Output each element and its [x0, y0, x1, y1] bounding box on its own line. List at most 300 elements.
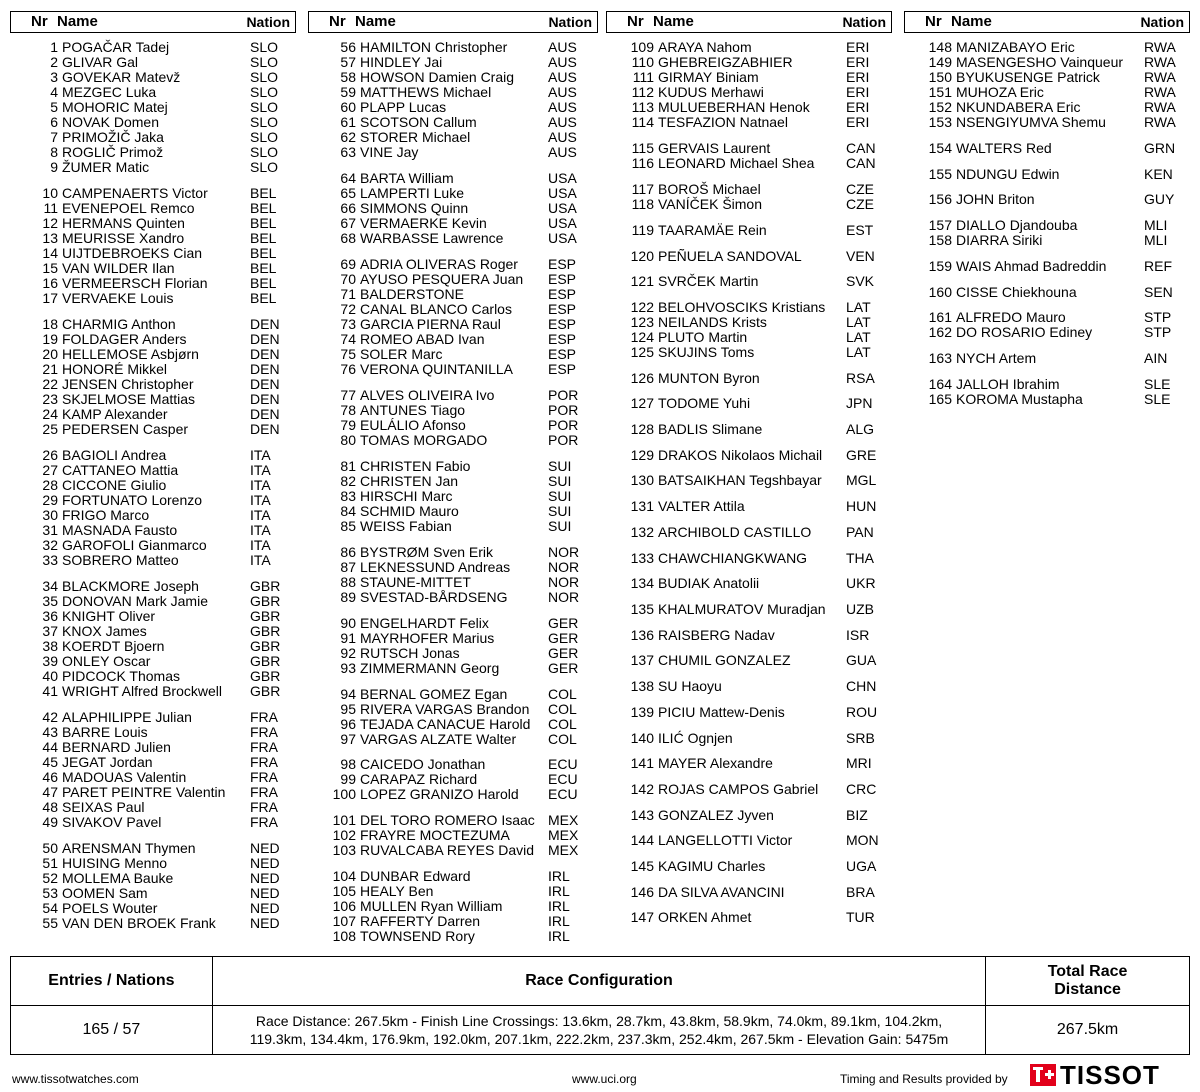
rider-number: 154	[928, 140, 952, 156]
footer-tissot-link[interactable]: www.tissotwatches.com	[12, 1072, 139, 1086]
rider-name: PARET PEINTRE Valentin	[62, 784, 226, 800]
rider-name: NKUNDABERA Eric	[956, 99, 1081, 115]
rider-number: 104	[332, 868, 356, 884]
rider-row	[308, 731, 598, 747]
rider-number: 6	[50, 114, 58, 130]
rider-row	[606, 884, 892, 900]
rider-name: DRAKOS Nikolaos Michail	[658, 447, 823, 463]
rider-number: 158	[928, 232, 952, 248]
rider-name: SIVAKOV Pavel	[62, 814, 162, 830]
rider-number: 112	[631, 84, 654, 100]
header-nation: Nation	[246, 14, 290, 30]
rider-name: DEL TORO ROMERO Isaac	[360, 812, 535, 828]
rider-row	[606, 248, 892, 264]
rider-name: ROMEO ABAD Ivan	[360, 331, 485, 347]
rider-name: CATTANEO Mattia	[62, 462, 179, 478]
rider-number: 10	[42, 185, 58, 201]
rider-name: GONZALEZ Jyven	[658, 807, 774, 823]
rider-number: 107	[332, 913, 356, 929]
rider-number: 164	[928, 376, 952, 392]
rider-name: GLIVAR Gal	[62, 54, 138, 70]
rider-row	[10, 608, 296, 624]
header-nr: Nr	[31, 13, 48, 30]
rider-name: RIVERA VARGAS Brandon	[360, 701, 530, 717]
rider-number: 3	[50, 69, 58, 85]
rider-row	[308, 812, 598, 828]
rider-number: 119	[631, 222, 654, 238]
rider-number: 61	[340, 114, 356, 130]
rider-nation: BEL	[250, 230, 277, 246]
rider-nation: GBR	[250, 623, 281, 639]
rider-row	[606, 627, 892, 643]
total-distance-header	[986, 957, 1190, 1006]
column-header	[10, 11, 296, 33]
rider-number: 60	[340, 99, 356, 115]
rider-row	[10, 346, 296, 362]
rider-name: MUHOZA Eric	[956, 84, 1044, 100]
rider-number: 134	[630, 575, 654, 591]
rider-number: 14	[42, 245, 58, 261]
rider-name: LEKNESSUND Andreas	[360, 559, 511, 575]
rider-number: 113	[631, 99, 654, 115]
rider-name: GHEBREIGZABHIER	[658, 54, 793, 70]
rider-nation: USA	[548, 170, 577, 186]
rider-row	[606, 196, 892, 212]
rider-name: WEISS Fabian	[360, 518, 452, 534]
rider-row	[606, 755, 892, 771]
rider-nation: DEN	[250, 421, 280, 437]
rider-nation: ESP	[548, 256, 577, 272]
rider-row	[10, 522, 296, 538]
rider-number: 24	[42, 406, 58, 422]
rider-nation: DEN	[250, 346, 280, 362]
rider-nation: BEL	[250, 260, 277, 276]
rider-number: 97	[340, 731, 356, 747]
rider-number: 32	[42, 537, 58, 553]
rider-number: 139	[630, 704, 654, 720]
rider-row	[10, 492, 296, 508]
rider-name: VERVAEKE Louis	[62, 290, 174, 306]
rider-name: EVENEPOEL Remco	[62, 200, 195, 216]
rider-row	[10, 462, 296, 478]
rider-number: 2	[50, 54, 58, 70]
rider-row	[308, 54, 598, 70]
rider-name: HELLEMOSE Asbjørn	[62, 346, 199, 362]
rider-number: 48	[42, 799, 58, 815]
rider-nation: COL	[548, 731, 577, 747]
rider-name: TOMAS MORGADO	[360, 432, 488, 448]
rider-number: 106	[332, 898, 356, 914]
rider-nation: SLO	[250, 129, 279, 145]
rider-nation: GER	[548, 630, 579, 646]
rider-row	[10, 638, 296, 654]
rider-nation: EST	[846, 222, 874, 238]
rider-number: 38	[42, 638, 58, 654]
rider-nation: NED	[250, 870, 280, 886]
rider-name: WALTERS Red	[956, 140, 1052, 156]
rider-nation: SUI	[548, 458, 572, 474]
rider-nation: GBR	[250, 668, 281, 684]
rider-number: 79	[340, 417, 356, 433]
rider-number: 72	[340, 301, 356, 317]
rider-row	[10, 709, 296, 725]
rider-name: BYSTRØM Sven Erik	[360, 544, 494, 560]
rider-row	[10, 754, 296, 770]
rider-name: HINDLEY Jai	[360, 54, 443, 70]
rider-row	[904, 324, 1190, 340]
rider-number: 105	[332, 883, 356, 899]
rider-number: 99	[340, 771, 356, 787]
rider-name: FORTUNATO Lorenzo	[62, 492, 203, 508]
rider-number: 12	[42, 215, 58, 231]
rider-row	[904, 140, 1190, 156]
rider-number: 146	[630, 884, 654, 900]
rider-number: 136	[630, 627, 654, 643]
rider-name: TESFAZION Natnael	[658, 114, 788, 130]
rider-number: 100	[332, 786, 356, 802]
rider-number: 57	[340, 54, 356, 70]
rider-name: WRIGHT Alfred Brockwell	[62, 683, 222, 699]
rider-nation: CZE	[846, 181, 874, 197]
rider-name: NSENGIYUMVA Shemu	[956, 114, 1106, 130]
rider-nation: HUN	[846, 498, 877, 514]
rider-nation: USA	[548, 230, 577, 246]
footer-uci-link[interactable]: www.uci.org	[572, 1072, 637, 1086]
rider-row	[308, 114, 598, 130]
rider-row	[308, 473, 598, 489]
rider-nation: MEX	[548, 812, 579, 828]
rider-number: 84	[340, 503, 356, 519]
rider-name: STORER Michael	[360, 129, 471, 145]
rider-row	[606, 781, 892, 797]
rider-nation: DEN	[250, 316, 280, 332]
header-nation: Nation	[1140, 14, 1184, 30]
rider-number: 56	[340, 39, 356, 55]
rider-number: 7	[50, 129, 58, 145]
rider-number: 9	[50, 159, 58, 175]
rider-number: 109	[630, 39, 654, 55]
rider-nation: RWA	[1144, 69, 1176, 85]
rider-name: DA SILVA AVANCINI	[658, 884, 785, 900]
rider-row	[10, 260, 296, 276]
rider-row	[904, 391, 1190, 407]
rider-nation: GBR	[250, 683, 281, 699]
rider-name: ZIMMERMANN Georg	[360, 660, 500, 676]
rider-row	[308, 574, 598, 590]
rider-number: 131	[630, 498, 654, 514]
rider-nation: CZE	[846, 196, 874, 212]
rider-row	[308, 630, 598, 646]
rider-name: MANIZABAYO Eric	[956, 39, 1075, 55]
rider-nation: ITA	[250, 477, 271, 493]
rider-row	[308, 913, 598, 929]
rider-number: 31	[42, 522, 58, 538]
rider-name: HOWSON Damien Craig	[360, 69, 515, 85]
rider-nation: SLO	[250, 84, 279, 100]
rider-name: ONLEY Oscar	[62, 653, 151, 669]
rider-nation: ALG	[846, 421, 875, 437]
rider-name: ARCHIBOLD CASTILLO	[658, 524, 812, 540]
rider-row	[606, 472, 892, 488]
rider-row	[606, 299, 892, 315]
rider-nation: NOR	[548, 589, 580, 605]
rider-nation: FRA	[250, 724, 278, 740]
rider-name: BERNAL GOMEZ Egan	[360, 686, 508, 702]
rider-number: 116	[631, 155, 654, 171]
rider-name: GAROFOLI Gianmarco	[62, 537, 207, 553]
rider-nation: POR	[548, 402, 579, 418]
rider-number: 87	[340, 559, 356, 575]
rider-row	[308, 868, 598, 884]
rider-nation: RWA	[1144, 39, 1176, 55]
rider-number: 151	[928, 84, 952, 100]
rider-nation: ITA	[250, 537, 271, 553]
rider-nation: SUI	[548, 518, 572, 534]
rider-number: 108	[332, 928, 356, 944]
rider-name: KAMP Alexander	[62, 406, 168, 422]
rider-row	[308, 185, 598, 201]
rider-name: PEDERSEN Casper	[62, 421, 189, 437]
rider-name: CARAPAZ Richard	[360, 771, 478, 787]
rider-nation: FRA	[250, 769, 278, 785]
rider-nation: IRL	[548, 868, 570, 884]
rider-row	[308, 660, 598, 676]
rider-name: MEURISSE Xandro	[62, 230, 185, 246]
rider-number: 120	[630, 248, 654, 264]
rider-number: 125	[630, 344, 654, 360]
rider-nation: SUI	[548, 488, 572, 504]
rider-nation: AUS	[548, 99, 577, 115]
rider-name: JEGAT Jordan	[62, 754, 153, 770]
rider-number: 66	[340, 200, 356, 216]
rider-row	[308, 170, 598, 186]
rider-row	[308, 432, 598, 448]
rider-name: MADOUAS Valentin	[62, 769, 187, 785]
rider-name: PIDCOCK Thomas	[62, 668, 180, 684]
rider-row	[10, 507, 296, 523]
rider-name: BADLIS Slimane	[658, 421, 763, 437]
rider-number: 91	[340, 630, 356, 646]
rider-row	[606, 575, 892, 591]
rider-name: PEÑUELA SANDOVAL	[658, 248, 802, 264]
rider-row	[308, 827, 598, 843]
rider-nation: GBR	[250, 578, 281, 594]
rider-nation: GBR	[250, 653, 281, 669]
rider-nation: ESP	[548, 316, 577, 332]
rider-number: 148	[928, 39, 952, 55]
rider-row	[10, 915, 296, 931]
rider-row	[606, 447, 892, 463]
rider-nation: AUS	[548, 129, 577, 145]
rider-nation: NOR	[548, 544, 580, 560]
rider-number: 88	[340, 574, 356, 590]
rider-name: PRIMOŽIČ Jaka	[62, 129, 164, 145]
rider-row	[308, 361, 598, 377]
rider-number: 133	[630, 550, 654, 566]
rider-number: 93	[340, 660, 356, 676]
rider-nation: USA	[548, 200, 577, 216]
column-header	[904, 11, 1190, 33]
rider-name: LEONARD Michael Shea	[658, 155, 815, 171]
rider-name: BOROŠ Michael	[658, 181, 761, 197]
rider-row	[308, 99, 598, 115]
rider-number: 150	[928, 69, 952, 85]
rider-number: 63	[340, 144, 356, 160]
total-distance-value: 267.5km	[986, 1006, 1190, 1055]
rider-nation: SLO	[250, 159, 279, 175]
rider-name: NOVAK Domen	[62, 114, 159, 130]
rider-number: 127	[630, 395, 654, 411]
entries-header: Entries / Nations	[11, 957, 213, 1006]
column-2	[308, 11, 598, 944]
rider-nation: SLE	[1144, 376, 1171, 392]
rider-number: 160	[928, 284, 952, 300]
rider-nation: NED	[250, 915, 280, 931]
rider-row	[904, 232, 1190, 248]
rider-name: VERMAERKE Kevin	[360, 215, 487, 231]
rider-name: ADRIA OLIVERAS Roger	[360, 256, 518, 272]
rider-nation: ITA	[250, 522, 271, 538]
rider-row	[10, 784, 296, 800]
rider-number: 68	[340, 230, 356, 246]
rider-row	[606, 140, 892, 156]
rider-name: VANÍČEK Šimon	[658, 196, 762, 212]
rider-number: 54	[42, 900, 58, 916]
total-header-line: Distance	[1054, 981, 1121, 998]
rider-nation: DEN	[250, 331, 280, 347]
rider-number: 71	[340, 286, 356, 302]
rider-number: 89	[340, 589, 356, 605]
rider-nation: RWA	[1144, 84, 1176, 100]
rider-nation: ITA	[250, 507, 271, 523]
rider-name: SOLER Marc	[360, 346, 443, 362]
rider-number: 110	[631, 54, 654, 70]
rider-row	[904, 166, 1190, 182]
rider-nation: CRC	[846, 781, 877, 797]
rider-nation: MLI	[1144, 232, 1168, 248]
header-nation: Nation	[842, 14, 886, 30]
rider-nation: ERI	[846, 114, 870, 130]
rider-name: CICCONE Giulio	[62, 477, 167, 493]
rider-nation: ERI	[846, 69, 870, 85]
rider-row	[308, 615, 598, 631]
rider-nation: BEL	[250, 185, 277, 201]
rider-row	[308, 544, 598, 560]
rider-nation: CAN	[846, 155, 876, 171]
rider-row	[606, 498, 892, 514]
rider-row	[606, 84, 892, 100]
rider-name: AYUSO PESQUERA Juan	[360, 271, 524, 287]
rider-nation: PAN	[846, 524, 874, 540]
rider-name: BALDERSTONE	[360, 286, 464, 302]
rider-number: 117	[631, 181, 654, 197]
rider-nation: RWA	[1144, 54, 1176, 70]
rider-nation: FRA	[250, 814, 278, 830]
rider-row	[10, 69, 296, 85]
rider-row	[308, 488, 598, 504]
rider-nation: SLO	[250, 99, 279, 115]
rider-name: PLUTO Martin	[658, 329, 748, 345]
rider-number: 13	[42, 230, 58, 246]
rider-row	[308, 256, 598, 272]
rider-number: 49	[42, 814, 58, 830]
rider-number: 122	[630, 299, 654, 315]
rider-row	[606, 114, 892, 130]
rider-name: ŽUMER Matic	[62, 159, 150, 175]
rider-row	[308, 883, 598, 899]
rider-row	[308, 771, 598, 787]
rider-name: GOVEKAR Matevž	[62, 69, 181, 85]
rider-number: 142	[630, 781, 654, 797]
rider-name: CHRISTEN Jan	[360, 473, 459, 489]
rider-row	[10, 552, 296, 568]
rider-number: 51	[42, 855, 58, 871]
rider-row	[10, 200, 296, 216]
rider-nation: ESP	[548, 331, 577, 347]
rider-nation: GER	[548, 615, 579, 631]
rider-number: 58	[340, 69, 356, 85]
rider-nation: ITA	[250, 462, 271, 478]
rider-number: 11	[43, 200, 58, 216]
rider-name: MEZGEC Luka	[62, 84, 157, 100]
rider-nation: DEN	[250, 391, 280, 407]
rider-row	[606, 601, 892, 617]
rider-name: KNIGHT Oliver	[62, 608, 156, 624]
rider-number: 47	[42, 784, 58, 800]
rider-nation: POR	[548, 417, 579, 433]
rider-row	[10, 316, 296, 332]
rider-row	[606, 652, 892, 668]
rider-row	[308, 387, 598, 403]
rider-row	[308, 402, 598, 418]
rider-row	[10, 99, 296, 115]
rider-row	[308, 716, 598, 732]
rider-nation: REF	[1144, 258, 1172, 274]
rider-nation: ISR	[846, 627, 870, 643]
summary-table	[10, 956, 1190, 1055]
rider-name: MATTHEWS Michael	[360, 84, 492, 100]
rider-number: 34	[42, 578, 58, 594]
rider-row	[10, 623, 296, 639]
rider-name: VAN WILDER Ilan	[62, 260, 175, 276]
rider-row	[308, 331, 598, 347]
rider-nation: BIZ	[846, 807, 868, 823]
rider-name: BATSAIKHAN Tegshbayar	[658, 472, 822, 488]
rider-number: 42	[42, 709, 58, 725]
rider-name: JENSEN Christopher	[62, 376, 194, 392]
rider-row	[10, 814, 296, 830]
rider-name: TEJADA CANACUE Harold	[360, 716, 531, 732]
rider-row	[606, 832, 892, 848]
rider-name: GIRMAY Biniam	[658, 69, 759, 85]
rider-number: 44	[42, 739, 58, 755]
rider-row	[10, 331, 296, 347]
rider-number: 92	[340, 645, 356, 661]
rider-nation: BEL	[250, 215, 277, 231]
rider-name: WARBASSE Lawrence	[360, 230, 504, 246]
rider-number: 130	[630, 472, 654, 488]
rider-number: 46	[42, 769, 58, 785]
rider-row	[606, 314, 892, 330]
rider-number: 25	[42, 421, 58, 437]
rider-number: 140	[630, 730, 654, 746]
rider-number: 85	[340, 518, 356, 534]
rider-row	[10, 245, 296, 261]
rider-row	[10, 900, 296, 916]
rider-nation: MON	[846, 832, 879, 848]
rider-name: SOBRERO Matteo	[62, 552, 179, 568]
rider-name: JOHN Briton	[956, 191, 1035, 207]
